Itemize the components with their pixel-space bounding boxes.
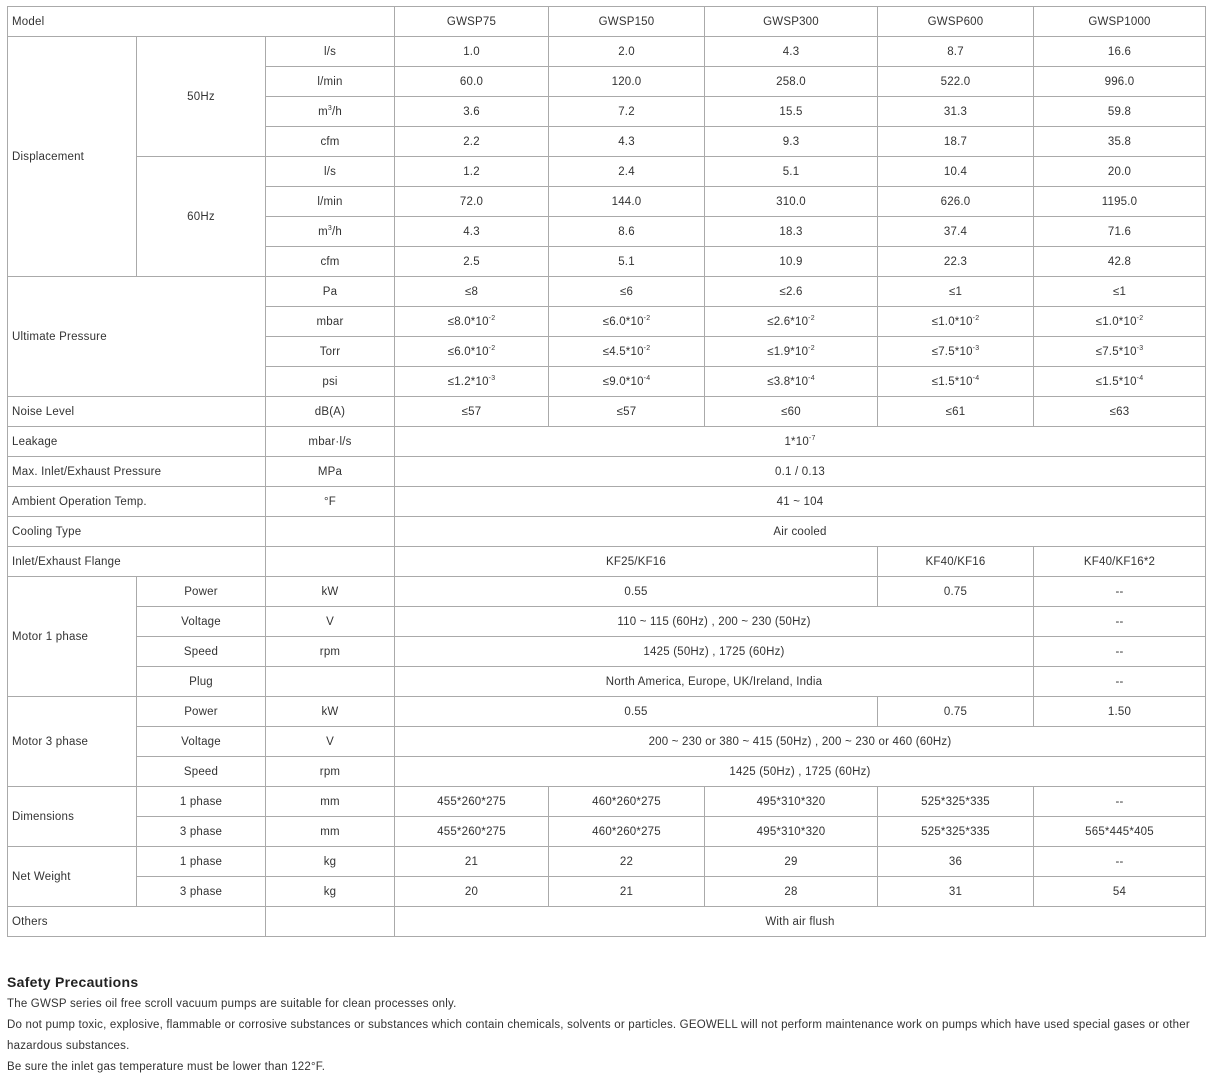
value-cell: 5.1 bbox=[549, 247, 705, 277]
value-cell: 72.0 bbox=[395, 187, 549, 217]
displacement-label: Displacement bbox=[8, 37, 137, 277]
value-cell: 2.4 bbox=[549, 157, 705, 187]
motor1-voltage-row bbox=[8, 607, 1206, 637]
value-cell: 1.0 bbox=[395, 37, 549, 67]
unit-cell: rpm bbox=[266, 637, 395, 667]
value-cell: KF40/KF16 bbox=[878, 547, 1034, 577]
value-cell: $\le 1.2*10^{-3}$ bbox=[395, 367, 549, 397]
value-cell: $\le 8.0*10^{-2}$ bbox=[395, 307, 549, 337]
value-cell: 1195.0 bbox=[1034, 187, 1206, 217]
unit-cell: V bbox=[266, 727, 395, 757]
value-cell: 495*310*320 bbox=[705, 817, 878, 847]
model-name: GWSP75 bbox=[395, 7, 549, 37]
value-cell: -- bbox=[1034, 667, 1206, 697]
value-cell: 4.3 bbox=[395, 217, 549, 247]
value-cell: KF40/KF16*2 bbox=[1034, 547, 1206, 577]
safety-line: The GWSP series oil free scroll vacuum pumps are suitable for clean processes only. bbox=[7, 998, 457, 1010]
unit-cell bbox=[266, 517, 395, 547]
cooling-type-row bbox=[8, 517, 1206, 547]
value-cell: 0.55 bbox=[395, 577, 878, 607]
value-cell: 37.4 bbox=[878, 217, 1034, 247]
value-cell: 522.0 bbox=[878, 67, 1034, 97]
value-cell: ≤8 bbox=[395, 277, 549, 307]
unit-cell: l/s bbox=[266, 157, 395, 187]
unit-cell: mbar·l/s bbox=[266, 427, 395, 457]
unit-cell: $m^3/h$ bbox=[266, 97, 395, 127]
value-cell: KF25/KF16 bbox=[395, 547, 878, 577]
sub-label: Power bbox=[137, 577, 266, 607]
value-cell: 460*260*275 bbox=[549, 817, 705, 847]
value-cell: 1.50 bbox=[1034, 697, 1206, 727]
value-cell: 120.0 bbox=[549, 67, 705, 97]
value-cell: ≤60 bbox=[705, 397, 878, 427]
max-inlet-row bbox=[8, 457, 1206, 487]
leakage-row bbox=[8, 427, 1206, 457]
value-cell: $\le 7.5*10^{-3}$ bbox=[878, 337, 1034, 367]
value-cell: 31 bbox=[878, 877, 1034, 907]
value-cell: 60.0 bbox=[395, 67, 549, 97]
value-cell: 18.3 bbox=[705, 217, 878, 247]
ultimate-pressure-row bbox=[8, 277, 1206, 307]
motor3-voltage-row bbox=[8, 727, 1206, 757]
motor1-power-row bbox=[8, 577, 1206, 607]
value-cell: 4.3 bbox=[549, 127, 705, 157]
value-cell: 42.8 bbox=[1034, 247, 1206, 277]
ambient-temp-row bbox=[8, 487, 1206, 517]
value-cell: $\le 4.5*10^{-2}$ bbox=[549, 337, 705, 367]
value-cell: 455*260*275 bbox=[395, 787, 549, 817]
value-cell: -- bbox=[1034, 607, 1206, 637]
unit-cell bbox=[266, 907, 395, 937]
value-cell: 0.1 / 0.13 bbox=[395, 457, 1206, 487]
sub-label: 3 phase bbox=[137, 877, 266, 907]
unit-cell bbox=[266, 667, 395, 697]
value-cell: $\le 3.8*10^{-4}$ bbox=[705, 367, 878, 397]
value-cell: ≤63 bbox=[1034, 397, 1206, 427]
value-cell: With air flush bbox=[395, 907, 1206, 937]
motor3-power-row bbox=[8, 697, 1206, 727]
value-cell: 626.0 bbox=[878, 187, 1034, 217]
value-cell: 59.8 bbox=[1034, 97, 1206, 127]
unit-cell: Torr bbox=[266, 337, 395, 367]
value-cell: 8.7 bbox=[878, 37, 1034, 67]
unit-cell: °F bbox=[266, 487, 395, 517]
value-cell: 20 bbox=[395, 877, 549, 907]
net-weight-row bbox=[8, 877, 1206, 907]
max-inlet-label: Max. Inlet/Exhaust Pressure bbox=[8, 457, 266, 487]
value-cell: ≤61 bbox=[878, 397, 1034, 427]
value-cell: $\le 2.6*10^{-2}$ bbox=[705, 307, 878, 337]
value-cell: $\le 1.9*10^{-2}$ bbox=[705, 337, 878, 367]
value-cell: 0.55 bbox=[395, 697, 878, 727]
value-cell: 36 bbox=[878, 847, 1034, 877]
unit-cell: dB(A) bbox=[266, 397, 395, 427]
value-cell: $\le 1.5*10^{-4}$ bbox=[878, 367, 1034, 397]
dimensions-label: Dimensions bbox=[8, 787, 137, 847]
value-cell: 1.2 bbox=[395, 157, 549, 187]
value-cell: 18.7 bbox=[878, 127, 1034, 157]
value-cell: 1425 (50Hz) , 1725 (60Hz) bbox=[395, 757, 1206, 787]
value-cell: 525*325*335 bbox=[878, 817, 1034, 847]
value-cell: 21 bbox=[395, 847, 549, 877]
value-cell: -- bbox=[1034, 577, 1206, 607]
value-cell: 495*310*320 bbox=[705, 787, 878, 817]
value-cell: 28 bbox=[705, 877, 878, 907]
cooling-type-label: Cooling Type bbox=[8, 517, 266, 547]
value-cell: 31.3 bbox=[878, 97, 1034, 127]
displacement-row bbox=[8, 157, 1206, 187]
sub-label: 1 phase bbox=[137, 787, 266, 817]
value-cell: 20.0 bbox=[1034, 157, 1206, 187]
unit-cell: l/min bbox=[266, 187, 395, 217]
model-name: GWSP1000 bbox=[1034, 7, 1206, 37]
freq-60hz-label: 60Hz bbox=[137, 157, 266, 277]
motor3-label: Motor 3 phase bbox=[8, 697, 137, 787]
unit-cell: V bbox=[266, 607, 395, 637]
sub-label: Speed bbox=[137, 637, 266, 667]
value-cell: 565*445*405 bbox=[1034, 817, 1206, 847]
unit-cell: mbar bbox=[266, 307, 395, 337]
motor3-speed-row bbox=[8, 757, 1206, 787]
value-cell: 7.2 bbox=[549, 97, 705, 127]
value-cell: ≤57 bbox=[395, 397, 549, 427]
value-cell: 29 bbox=[705, 847, 878, 877]
value-cell: 21 bbox=[549, 877, 705, 907]
value-cell: 525*325*335 bbox=[878, 787, 1034, 817]
model-label: Model bbox=[8, 7, 395, 37]
value-cell: 10.9 bbox=[705, 247, 878, 277]
value-cell: $\le 1.0*10^{-2}$ bbox=[878, 307, 1034, 337]
unit-cell: cfm bbox=[266, 247, 395, 277]
model-name: GWSP150 bbox=[549, 7, 705, 37]
unit-cell: l/s bbox=[266, 37, 395, 67]
value-cell: 310.0 bbox=[705, 187, 878, 217]
safety-title: Safety Precautions bbox=[7, 974, 139, 990]
ambient-temp-label: Ambient Operation Temp. bbox=[8, 487, 266, 517]
unit-cell: MPa bbox=[266, 457, 395, 487]
value-cell: 54 bbox=[1034, 877, 1206, 907]
sub-label: Speed bbox=[137, 757, 266, 787]
value-cell: 1425 (50Hz) , 1725 (60Hz) bbox=[395, 637, 1034, 667]
value-cell: ≤6 bbox=[549, 277, 705, 307]
value-cell: 200 ~ 230 or 380 ~ 415 (50Hz) , 200 ~ 230 or 460 (60Hz) bbox=[395, 727, 1206, 757]
value-cell: 455*260*275 bbox=[395, 817, 549, 847]
value-cell: 8.6 bbox=[549, 217, 705, 247]
value-cell: $\le 6.0*10^{-2}$ bbox=[395, 337, 549, 367]
value-cell: 22.3 bbox=[878, 247, 1034, 277]
value-cell: $\le 1.5*10^{-4}$ bbox=[1034, 367, 1206, 397]
value-cell: -- bbox=[1034, 637, 1206, 667]
sub-label: Power bbox=[137, 697, 266, 727]
value-cell: -- bbox=[1034, 847, 1206, 877]
unit-cell: Pa bbox=[266, 277, 395, 307]
net-weight-label: Net Weight bbox=[8, 847, 137, 907]
spec-table bbox=[7, 6, 1206, 937]
value-cell: $\le 9.0*10^{-4}$ bbox=[549, 367, 705, 397]
value-cell: 10.4 bbox=[878, 157, 1034, 187]
unit-cell: mm bbox=[266, 787, 395, 817]
value-cell: 0.75 bbox=[878, 577, 1034, 607]
motor1-plug-row bbox=[8, 667, 1206, 697]
unit-cell: kg bbox=[266, 877, 395, 907]
others-row bbox=[8, 907, 1206, 937]
value-cell: 996.0 bbox=[1034, 67, 1206, 97]
freq-50hz-label: 50Hz bbox=[137, 37, 266, 157]
noise-level-row bbox=[8, 397, 1206, 427]
displacement-row bbox=[8, 37, 1206, 67]
value-cell: 15.5 bbox=[705, 97, 878, 127]
sub-label: Voltage bbox=[137, 607, 266, 637]
unit-cell: mm bbox=[266, 817, 395, 847]
dimensions-row bbox=[8, 787, 1206, 817]
leakage-label: Leakage bbox=[8, 427, 266, 457]
value-cell: 9.3 bbox=[705, 127, 878, 157]
unit-cell: kg bbox=[266, 847, 395, 877]
value-cell: 460*260*275 bbox=[549, 787, 705, 817]
value-cell: -- bbox=[1034, 787, 1206, 817]
value-cell: 16.6 bbox=[1034, 37, 1206, 67]
motor1-speed-row bbox=[8, 637, 1206, 667]
model-name: GWSP300 bbox=[705, 7, 878, 37]
ultimate-pressure-label: Ultimate Pressure bbox=[8, 277, 266, 397]
safety-line: Do not pump toxic, explosive, flammable or corrosive substances or substances which contain chemicals, solvents or particles. GEOWELL will not perform maintenance work on pumps which have used special gases or other hazardous substances. bbox=[7, 1019, 1190, 1052]
sub-label: Voltage bbox=[137, 727, 266, 757]
value-cell: ≤2.6 bbox=[705, 277, 878, 307]
noise-level-label: Noise Level bbox=[8, 397, 266, 427]
safety-line: Be sure the inlet gas temperature must be lower than 122°F. bbox=[7, 1061, 326, 1073]
value-cell: 2.0 bbox=[549, 37, 705, 67]
safety-section bbox=[7, 974, 1207, 1078]
value-cell: 258.0 bbox=[705, 67, 878, 97]
value-cell: 0.75 bbox=[878, 697, 1034, 727]
model-name: GWSP600 bbox=[878, 7, 1034, 37]
unit-cell: kW bbox=[266, 577, 395, 607]
unit-cell: rpm bbox=[266, 757, 395, 787]
others-label: Others bbox=[8, 907, 266, 937]
value-cell: 2.5 bbox=[395, 247, 549, 277]
sub-label: Plug bbox=[137, 667, 266, 697]
value-cell: Air cooled bbox=[395, 517, 1206, 547]
value-cell: 2.2 bbox=[395, 127, 549, 157]
value-cell: ≤57 bbox=[549, 397, 705, 427]
motor1-label: Motor 1 phase bbox=[8, 577, 137, 697]
dimensions-row bbox=[8, 817, 1206, 847]
value-cell: ≤1 bbox=[878, 277, 1034, 307]
value-cell: 22 bbox=[549, 847, 705, 877]
unit-cell: kW bbox=[266, 697, 395, 727]
flange-label: Inlet/Exhaust Flange bbox=[8, 547, 266, 577]
value-cell: $\le 1.0*10^{-2}$ bbox=[1034, 307, 1206, 337]
unit-cell: l/min bbox=[266, 67, 395, 97]
value-cell: North America, Europe, UK/Ireland, India bbox=[395, 667, 1034, 697]
sub-label: 1 phase bbox=[137, 847, 266, 877]
value-cell: 3.6 bbox=[395, 97, 549, 127]
unit-cell: cfm bbox=[266, 127, 395, 157]
value-cell: $1*10^{-7}$ bbox=[395, 427, 1206, 457]
flange-row bbox=[8, 547, 1206, 577]
value-cell: 144.0 bbox=[549, 187, 705, 217]
value-cell: $\le 6.0*10^{-2}$ bbox=[549, 307, 705, 337]
value-cell: ≤1 bbox=[1034, 277, 1206, 307]
value-cell: $\le 7.5*10^{-3}$ bbox=[1034, 337, 1206, 367]
unit-cell bbox=[266, 547, 395, 577]
value-cell: 4.3 bbox=[705, 37, 878, 67]
value-cell: 110 ~ 115 (60Hz) , 200 ~ 230 (50Hz) bbox=[395, 607, 1034, 637]
net-weight-row bbox=[8, 847, 1206, 877]
value-cell: 5.1 bbox=[705, 157, 878, 187]
value-cell: 41 ~ 104 bbox=[395, 487, 1206, 517]
sub-label: 3 phase bbox=[137, 817, 266, 847]
unit-cell: psi bbox=[266, 367, 395, 397]
unit-cell: $m^3/h$ bbox=[266, 217, 395, 247]
value-cell: 71.6 bbox=[1034, 217, 1206, 247]
model-row bbox=[8, 7, 1206, 37]
value-cell: 35.8 bbox=[1034, 127, 1206, 157]
